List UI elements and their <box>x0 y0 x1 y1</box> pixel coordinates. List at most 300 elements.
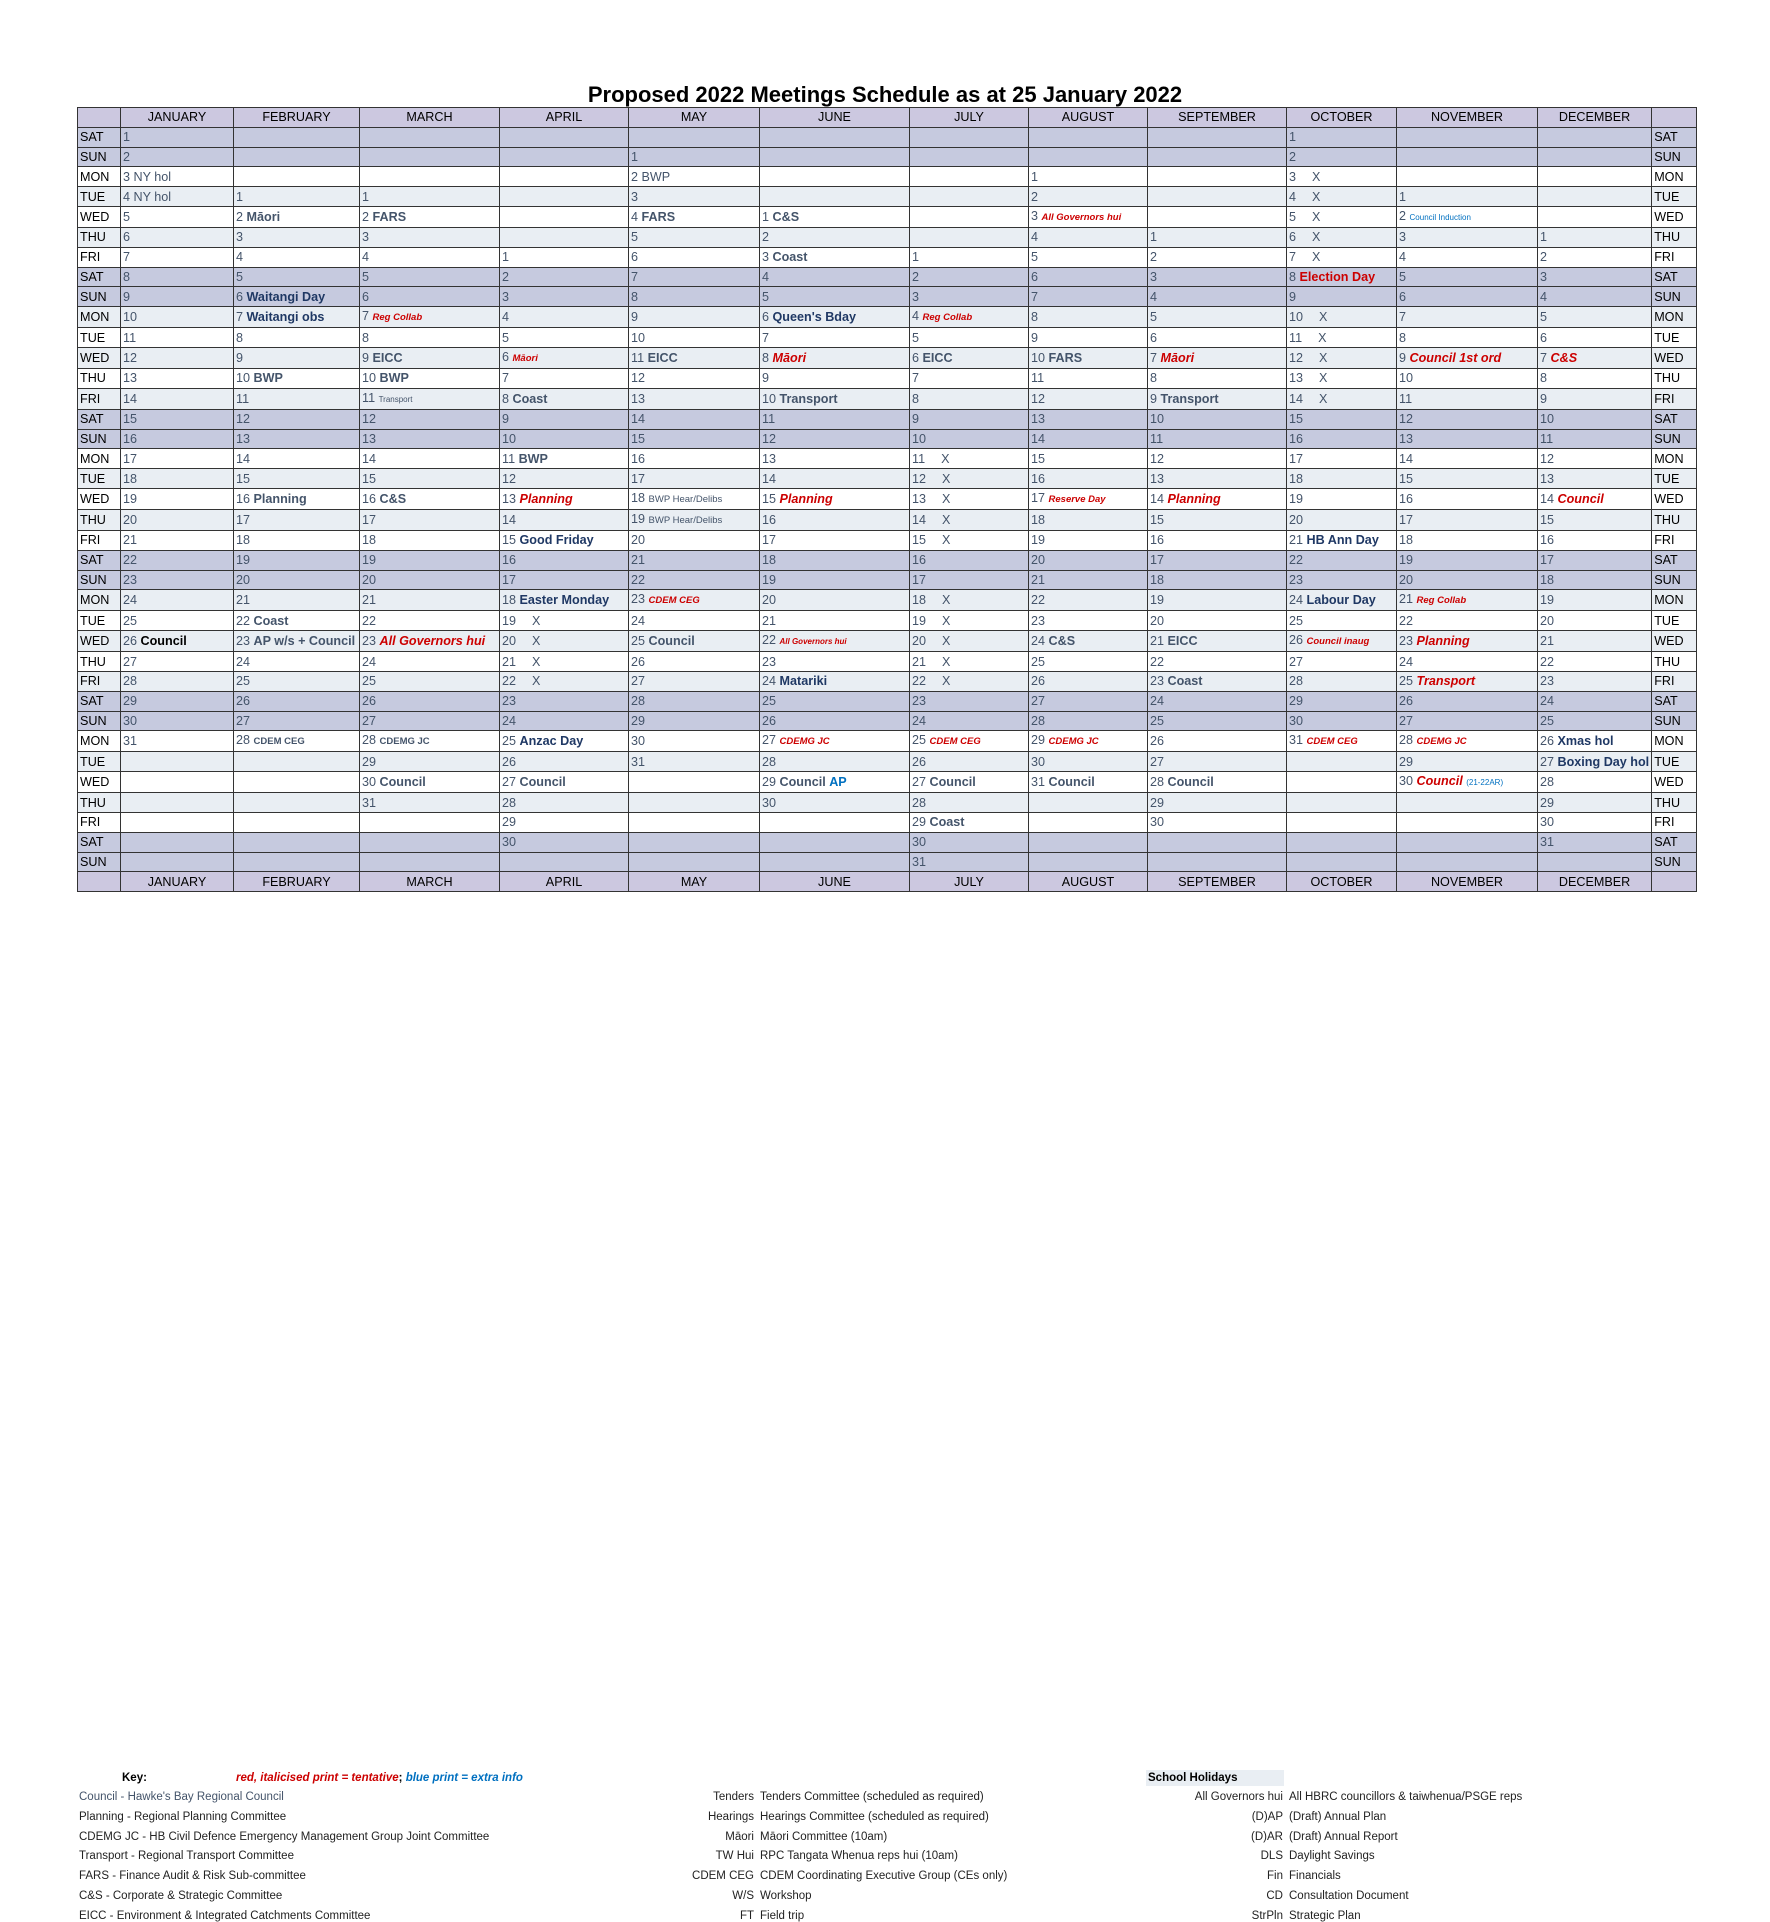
meeting-label: NY hol <box>133 189 172 204</box>
date-number: 29 <box>1399 754 1414 769</box>
date-cell <box>234 368 360 388</box>
key-left-item: C&S - Corporate & Strategic Committee <box>79 1890 283 1902</box>
date-cell <box>1287 793 1397 813</box>
date-cell <box>1538 752 1652 772</box>
date-number: 4 <box>631 209 639 224</box>
meeting-label: BWP Hear/Delibs <box>648 514 723 526</box>
date-cell <box>1397 147 1538 167</box>
date-number: 22 <box>236 613 251 628</box>
date-number: 1 <box>1150 230 1158 245</box>
date-cell <box>234 206 360 227</box>
date-cell <box>1148 793 1287 813</box>
month-header: OCTOBER <box>1287 108 1397 128</box>
date-number: 13 <box>1289 371 1304 386</box>
date-cell <box>910 227 1029 247</box>
date-number: 7 <box>1540 350 1548 365</box>
date-number: 8 <box>236 330 244 345</box>
date-number: 11 <box>123 330 137 345</box>
date-number: 11 <box>912 451 926 466</box>
date-cell <box>121 449 234 469</box>
meeting-label: Transport <box>1160 391 1219 406</box>
date-cell <box>234 752 360 772</box>
date-cell <box>1029 852 1148 872</box>
date-number: 2 <box>123 149 131 164</box>
date-number: 28 <box>362 733 377 748</box>
date-cell <box>360 631 500 652</box>
date-number: 30 <box>762 795 777 810</box>
date-cell <box>500 147 629 167</box>
date-cell <box>910 307 1029 328</box>
date-number: 10 <box>762 391 777 406</box>
date-cell <box>629 127 760 147</box>
date-number: 2 <box>236 209 244 224</box>
meeting-label: Council <box>648 634 695 649</box>
date-number: 4 <box>502 310 510 325</box>
date-cell <box>910 488 1029 509</box>
date-cell <box>1148 731 1287 752</box>
date-number: 29 <box>362 754 377 769</box>
calendar-row <box>78 772 1697 793</box>
date-number: 13 <box>123 371 138 386</box>
date-number: 28 <box>762 754 777 769</box>
date-number: 5 <box>502 330 510 345</box>
date-number: 21 <box>912 654 927 669</box>
date-cell <box>121 711 234 731</box>
date-cell <box>760 832 910 852</box>
date-cell <box>1148 590 1287 611</box>
date-number: 19 <box>1150 593 1165 608</box>
calendar-row <box>78 550 1697 570</box>
date-number: 28 <box>1399 733 1414 748</box>
date-cell <box>1029 287 1148 307</box>
date-number: 27 <box>362 713 377 728</box>
meeting-label: Coast <box>512 391 548 406</box>
date-cell <box>629 206 760 227</box>
date-number: 11 <box>1289 330 1303 345</box>
date-number: 7 <box>912 371 920 386</box>
date-cell <box>360 852 500 872</box>
date-cell <box>629 752 760 772</box>
date-cell <box>121 731 234 752</box>
date-cell <box>1029 147 1148 167</box>
calendar-row <box>78 449 1697 469</box>
date-cell <box>1287 852 1397 872</box>
date-cell <box>1287 570 1397 590</box>
meeting-label: BWP <box>641 169 671 184</box>
date-cell <box>1287 671 1397 691</box>
date-cell <box>1538 167 1652 187</box>
date-cell <box>629 611 760 631</box>
date-cell <box>360 488 500 509</box>
date-number: 3 <box>762 250 770 265</box>
date-cell <box>500 328 629 348</box>
date-cell <box>1029 509 1148 530</box>
date-cell <box>234 590 360 611</box>
date-number: 14 <box>502 512 517 527</box>
date-number: 19 <box>502 613 517 628</box>
date-cell <box>910 772 1029 793</box>
month-header: NOVEMBER <box>1397 872 1538 892</box>
date-cell <box>1029 247 1148 267</box>
date-number: 13 <box>1031 412 1046 427</box>
date-number: 22 <box>1399 613 1414 628</box>
page-title: Proposed 2022 Meetings Schedule as at 25 January 2022 <box>587 82 1183 107</box>
date-number: 23 <box>502 694 517 709</box>
month-header: FEBRUARY <box>234 872 360 892</box>
date-cell <box>360 772 500 793</box>
date-number: 8 <box>1399 330 1407 345</box>
date-number: 23 <box>236 634 251 649</box>
date-number: 17 <box>502 572 517 587</box>
weekday-label: MON <box>1652 449 1697 469</box>
date-cell <box>1148 449 1287 469</box>
date-cell <box>910 570 1029 590</box>
meeting-label: Coast <box>929 815 965 830</box>
date-number: 4 <box>762 269 770 284</box>
meeting-label: Council <box>140 634 187 649</box>
meeting-label: Planning <box>1167 491 1221 506</box>
date-number: 22 <box>502 674 517 689</box>
date-number: 8 <box>762 350 770 365</box>
date-cell <box>1397 368 1538 388</box>
date-cell <box>500 347 629 368</box>
date-number: 19 <box>912 613 927 628</box>
weekday-label: WED <box>78 206 121 227</box>
date-number: 6 <box>912 350 920 365</box>
date-cell <box>1397 590 1538 611</box>
date-number: 23 <box>912 694 927 709</box>
date-number: 26 <box>1150 734 1165 749</box>
date-number: 24 <box>1399 654 1414 669</box>
meeting-label: Council <box>929 775 976 790</box>
date-cell <box>760 328 910 348</box>
date-number: 3 <box>236 230 244 245</box>
date-cell <box>1029 711 1148 731</box>
calendar-row <box>78 711 1697 731</box>
weekday-label: TUE <box>78 752 121 772</box>
date-cell <box>760 127 910 147</box>
key-description: Strategic Plan <box>1289 1909 1361 1922</box>
date-number: 11 <box>362 390 376 405</box>
date-number: 7 <box>1289 250 1297 265</box>
meeting-label: CDEM CEG <box>253 736 305 748</box>
date-number: 23 <box>631 592 646 607</box>
date-number: 20 <box>502 634 517 649</box>
date-number: 28 <box>236 733 251 748</box>
date-cell <box>234 652 360 672</box>
date-number: 14 <box>1540 491 1555 506</box>
date-cell <box>1029 127 1148 147</box>
date-cell <box>1538 731 1652 752</box>
date-number: 14 <box>362 451 377 466</box>
date-number: 13 <box>1399 431 1414 446</box>
date-number: 1 <box>502 250 510 265</box>
date-cell <box>629 429 760 449</box>
date-cell <box>629 793 760 813</box>
date-cell <box>760 752 910 772</box>
date-number: 18 <box>362 533 377 548</box>
key-description: Financials <box>1289 1870 1341 1883</box>
date-cell <box>234 247 360 267</box>
date-number: 31 <box>631 754 646 769</box>
date-number: 20 <box>631 533 646 548</box>
date-number: 25 <box>502 734 517 749</box>
extra-info-label: (21-22AR) <box>1466 778 1504 788</box>
date-cell <box>500 711 629 731</box>
date-cell <box>121 772 234 793</box>
date-number: 13 <box>502 491 517 506</box>
month-header-row-top <box>78 108 1697 128</box>
weekday-label: TUE <box>78 469 121 489</box>
date-cell <box>234 167 360 187</box>
date-cell <box>121 388 234 409</box>
date-cell <box>1538 247 1652 267</box>
date-cell <box>1029 652 1148 672</box>
weekday-label: SAT <box>1652 409 1697 429</box>
date-cell <box>500 368 629 388</box>
date-number: 26 <box>362 694 377 709</box>
school-holiday-mark: X <box>1319 310 1328 325</box>
key-legend <box>236 1772 523 1784</box>
date-cell <box>1397 611 1538 631</box>
key-left-item: EICC - Environment & Integrated Catchments Committee <box>79 1909 371 1922</box>
date-cell <box>760 772 910 793</box>
date-number: 29 <box>762 775 777 790</box>
date-cell <box>360 611 500 631</box>
meeting-label: Māori <box>512 352 538 364</box>
date-cell <box>1287 469 1397 489</box>
date-cell <box>234 812 360 832</box>
weekday-label: FRI <box>1652 530 1697 550</box>
date-cell <box>1538 206 1652 227</box>
date-cell <box>629 530 760 550</box>
date-number: 8 <box>123 269 131 284</box>
date-number: 1 <box>1540 230 1548 245</box>
date-number: 10 <box>1031 350 1046 365</box>
meeting-label: Reg Collab <box>1416 595 1467 607</box>
calendar-row <box>78 368 1697 388</box>
date-cell <box>360 347 500 368</box>
date-cell <box>500 388 629 409</box>
date-number: 12 <box>1150 451 1165 466</box>
date-cell <box>1538 671 1652 691</box>
date-number: 3 <box>631 189 639 204</box>
meeting-label: Coast <box>772 250 808 265</box>
date-number: 17 <box>1399 512 1414 527</box>
date-cell <box>1148 147 1287 167</box>
calendar-row <box>78 691 1697 711</box>
date-cell <box>910 611 1029 631</box>
date-number: 2 <box>1289 149 1297 164</box>
date-cell <box>234 469 360 489</box>
meeting-label: HB Ann Day <box>1306 533 1379 548</box>
date-cell <box>1287 631 1397 652</box>
date-cell <box>500 227 629 247</box>
school-holiday-mark: X <box>1318 330 1327 345</box>
date-cell <box>1148 832 1287 852</box>
date-number: 15 <box>362 471 377 486</box>
date-cell <box>1538 147 1652 167</box>
date-number: 21 <box>362 593 377 608</box>
date-number: 7 <box>236 310 244 325</box>
date-cell <box>1538 307 1652 328</box>
date-cell <box>760 570 910 590</box>
school-holiday-mark: X <box>941 451 950 466</box>
date-cell <box>360 409 500 429</box>
calendar-row <box>78 328 1697 348</box>
date-cell <box>629 187 760 207</box>
date-cell <box>1538 328 1652 348</box>
date-cell <box>760 247 910 267</box>
date-number: 20 <box>1150 613 1165 628</box>
key-abbreviation: Māori <box>725 1830 754 1843</box>
date-cell <box>1029 307 1148 328</box>
date-cell <box>1029 611 1148 631</box>
date-cell <box>1148 388 1287 409</box>
date-cell <box>234 731 360 752</box>
date-cell <box>1148 247 1287 267</box>
key-description: (Draft) Annual Plan <box>1289 1810 1387 1823</box>
date-cell <box>1397 287 1538 307</box>
date-cell <box>1029 187 1148 207</box>
date-number: 16 <box>362 491 377 506</box>
meeting-label: Labour Day <box>1306 593 1376 608</box>
date-cell <box>121 570 234 590</box>
date-number: 19 <box>236 553 251 568</box>
meeting-label: All Governors hui <box>1041 211 1122 223</box>
date-cell <box>500 469 629 489</box>
weekday-label: FRI <box>1652 247 1697 267</box>
date-cell <box>360 127 500 147</box>
date-cell <box>360 147 500 167</box>
date-number: 20 <box>1031 553 1046 568</box>
school-holiday-mark: X <box>942 512 951 527</box>
date-cell <box>760 793 910 813</box>
weekday-label: SAT <box>78 267 121 287</box>
date-cell <box>1029 793 1148 813</box>
date-cell <box>1538 793 1652 813</box>
date-cell <box>500 731 629 752</box>
date-cell <box>760 287 910 307</box>
date-cell <box>1538 127 1652 147</box>
date-number: 11 <box>1540 431 1554 446</box>
meeting-label: EICC <box>1167 634 1198 649</box>
date-cell <box>1287 812 1397 832</box>
date-cell <box>1397 488 1538 509</box>
calendar-row <box>78 590 1697 611</box>
date-number: 8 <box>1150 371 1158 386</box>
date-number: 14 <box>1399 451 1414 466</box>
weekday-label: SUN <box>78 852 121 872</box>
date-cell <box>1148 652 1287 672</box>
date-cell <box>1287 488 1397 509</box>
date-number: 30 <box>1031 754 1046 769</box>
date-cell <box>760 530 910 550</box>
date-number: 17 <box>1289 451 1304 466</box>
weekday-label: SUN <box>78 147 121 167</box>
date-number: 10 <box>1399 371 1414 386</box>
weekday-label: WED <box>78 631 121 652</box>
school-holiday-mark: X <box>1319 350 1328 365</box>
meeting-label: Council <box>1048 775 1095 790</box>
meeting-label: EICC <box>647 350 678 365</box>
date-number: 10 <box>912 431 927 446</box>
date-cell <box>1148 570 1287 590</box>
date-cell <box>500 287 629 307</box>
date-number: 9 <box>123 289 131 304</box>
date-cell <box>760 206 910 227</box>
calendar-row <box>78 752 1697 772</box>
month-header: DECEMBER <box>1538 108 1652 128</box>
date-cell <box>1397 328 1538 348</box>
date-number: 2 <box>1150 250 1158 265</box>
calendar-row <box>78 287 1697 307</box>
calendar-row <box>78 671 1697 691</box>
date-number: 25 <box>1031 654 1046 669</box>
meeting-label: BWP <box>518 451 548 466</box>
date-cell <box>760 652 910 672</box>
date-number: 15 <box>912 533 927 548</box>
date-cell <box>1029 752 1148 772</box>
meeting-label: FARS <box>372 209 407 224</box>
month-header: AUGUST <box>1029 872 1148 892</box>
month-header: MAY <box>629 108 760 128</box>
date-cell <box>360 187 500 207</box>
weekday-label: THU <box>1652 368 1697 388</box>
key-left-item: Council - Hawke's Bay Regional Council <box>79 1791 284 1803</box>
date-cell <box>629 368 760 388</box>
date-number: 3 <box>1031 208 1039 223</box>
month-header: MARCH <box>360 108 500 128</box>
calendar-row <box>78 509 1697 530</box>
meeting-label: Boxing Day hol <box>1557 754 1650 769</box>
meeting-label: Transport <box>1416 674 1476 689</box>
date-number: 21 <box>631 553 646 568</box>
date-number: 12 <box>1399 412 1414 427</box>
date-number: 14 <box>912 512 927 527</box>
date-number: 7 <box>631 269 639 284</box>
key-description: Māori Committee (10am) <box>760 1830 888 1843</box>
date-number: 23 <box>762 654 777 669</box>
date-number: 29 <box>912 815 927 830</box>
calendar-row <box>78 388 1697 409</box>
date-number: 26 <box>123 634 138 649</box>
weekday-label: SUN <box>78 287 121 307</box>
date-cell <box>1148 852 1287 872</box>
meeting-label: Council <box>1557 491 1604 506</box>
date-cell <box>500 409 629 429</box>
meeting-label: Planning <box>253 491 307 506</box>
date-cell <box>360 509 500 530</box>
date-number: 15 <box>762 491 777 506</box>
weekday-label: THU <box>78 509 121 530</box>
weekday-label: MON <box>1652 167 1697 187</box>
date-cell <box>1397 509 1538 530</box>
date-cell <box>760 469 910 489</box>
date-number: 16 <box>631 451 646 466</box>
date-number: 11 <box>236 391 250 406</box>
date-cell <box>910 852 1029 872</box>
date-number: 7 <box>1399 310 1407 325</box>
date-number: 25 <box>912 733 927 748</box>
date-cell <box>629 247 760 267</box>
date-number: 15 <box>631 431 646 446</box>
date-number: 22 <box>1540 654 1555 669</box>
date-cell <box>1538 347 1652 368</box>
date-number: 4 <box>1150 289 1158 304</box>
date-cell <box>121 530 234 550</box>
date-number: 28 <box>1289 674 1304 689</box>
